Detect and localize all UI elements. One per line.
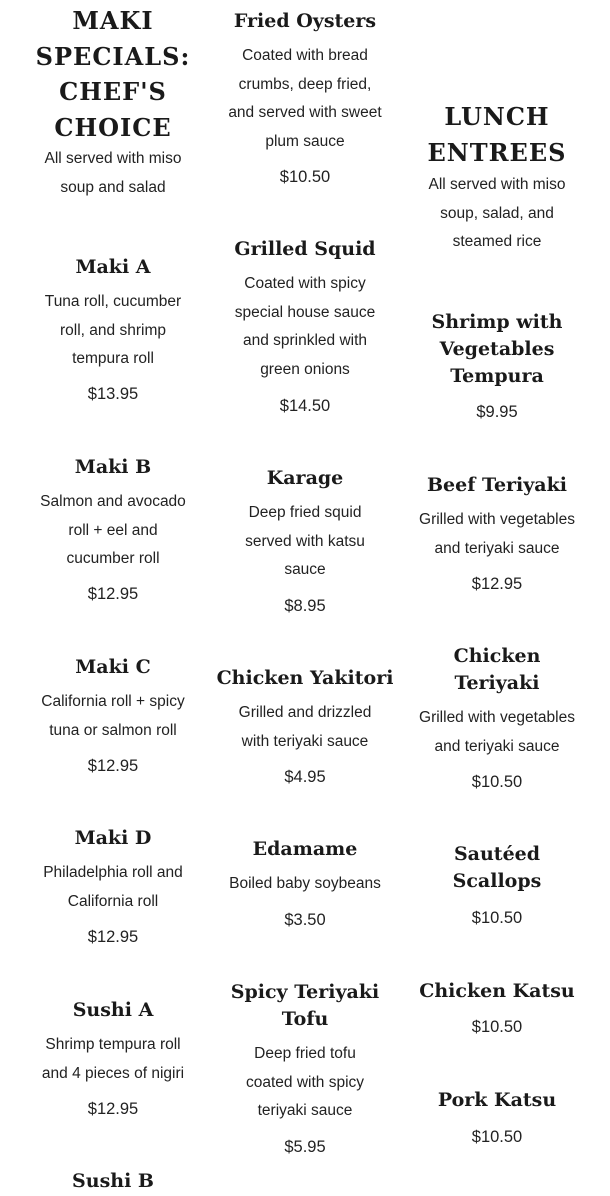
heading-line: LUNCH — [444, 102, 550, 131]
desc-line: and served with sweet — [228, 104, 382, 122]
item-description — [214, 270, 396, 385]
item-description — [22, 688, 204, 745]
item-price: $12.95 — [87, 585, 139, 603]
desc-line: Tuna roll, cucumber — [44, 293, 182, 310]
item-description — [22, 488, 204, 574]
item-price: $10.50 — [471, 909, 523, 927]
note-line: steamed rice — [452, 233, 542, 251]
title-line: Scallops — [452, 870, 542, 892]
desc-line: Coated with bread — [242, 47, 368, 64]
title-line: Sautéed — [453, 843, 541, 865]
desc-line: green onions — [260, 361, 350, 379]
item-price: $10.50 — [471, 1018, 523, 1036]
title-line: Chicken — [453, 645, 541, 667]
desc-line: Salmon and avocado — [40, 493, 186, 510]
title-line: Tofu — [281, 1008, 329, 1030]
desc-line: roll + eel and — [68, 521, 158, 539]
item-description — [406, 506, 588, 563]
item-price: $5.95 — [284, 1138, 326, 1156]
heading-line: ENTREES — [427, 137, 567, 167]
desc-line: Philadelphia roll and — [43, 864, 183, 881]
desc-line: Grilled with vegetables — [419, 709, 575, 726]
desc-line: Deep fried squid — [248, 504, 362, 521]
title-line: Shrimp with — [431, 311, 563, 333]
note-line: soup, salad, and — [440, 204, 554, 222]
item-description — [22, 859, 204, 916]
item-title: Grilled Squid — [234, 238, 376, 260]
item-description — [22, 1031, 204, 1088]
item-title: Maki D — [74, 827, 152, 849]
desc-line: roll, and shrimp — [60, 321, 166, 339]
item-price: $12.95 — [87, 757, 139, 775]
item-title: Chicken Yakitori — [216, 667, 394, 689]
note-line: All served with miso — [428, 176, 566, 193]
desc-line: and teriyaki sauce — [434, 539, 560, 557]
item-price: $12.95 — [87, 1100, 139, 1118]
desc-line: sauce — [284, 561, 326, 579]
desc-line: Boiled baby soybeans — [229, 875, 381, 892]
item-price: $3.50 — [284, 911, 326, 929]
heading-line: SPECIALS: — [35, 41, 191, 71]
desc-line: teriyaki sauce — [257, 1102, 353, 1120]
item-title — [406, 841, 588, 895]
item-price: $8.95 — [284, 597, 326, 615]
item-price: $13.95 — [87, 385, 139, 403]
item-title: Maki A — [75, 256, 151, 278]
section-note-lunch — [406, 171, 588, 257]
item-title: Sushi A — [72, 999, 154, 1021]
heading-line: MAKI — [72, 6, 154, 35]
desc-line: crumbs, deep fried, — [238, 75, 372, 93]
item-price: $12.95 — [471, 575, 523, 593]
note-line: All served with miso — [44, 150, 182, 167]
desc-line: cucumber roll — [66, 550, 160, 568]
desc-line: Grilled with vegetables — [419, 511, 575, 528]
item-title: Pork Katsu — [437, 1089, 557, 1111]
item-title: Edamame — [252, 838, 358, 860]
desc-line: tempura roll — [72, 350, 154, 368]
item-title — [406, 309, 588, 390]
item-price: $10.50 — [279, 168, 331, 186]
item-title: Karage — [266, 467, 344, 489]
note-line: soup and salad — [60, 178, 166, 196]
desc-line: California roll + spicy — [41, 693, 185, 710]
item-title — [406, 643, 588, 697]
desc-line: and teriyaki sauce — [434, 737, 560, 755]
item-title — [214, 979, 396, 1033]
item-description — [214, 870, 396, 899]
desc-line: plum sauce — [265, 133, 345, 151]
item-price: $9.95 — [476, 403, 518, 421]
heading-line: CHOICE — [54, 112, 172, 142]
heading-line: CHEF'S — [59, 77, 167, 106]
item-title: Chicken Katsu — [419, 980, 575, 1002]
desc-line: Shrimp tempura roll — [45, 1036, 181, 1053]
desc-line: California roll — [67, 892, 159, 910]
desc-line: and 4 pieces of nigiri — [41, 1064, 185, 1082]
item-description — [214, 42, 396, 157]
item-description — [22, 288, 204, 374]
section-heading-maki-specials — [22, 3, 204, 145]
item-title: Maki C — [75, 656, 151, 678]
item-title: Sushi B — [72, 1170, 154, 1192]
desc-line: with teriyaki sauce — [241, 732, 369, 750]
section-heading-lunch-entrees — [406, 99, 588, 170]
title-line: Teriyaki — [454, 672, 540, 694]
item-title: Maki B — [74, 456, 152, 478]
item-price: $4.95 — [284, 768, 326, 786]
item-title: Fried Oysters — [233, 10, 377, 32]
item-price: $10.50 — [471, 1128, 523, 1146]
item-price: $14.50 — [279, 397, 331, 415]
desc-line: coated with spicy — [245, 1073, 365, 1091]
item-description — [214, 1040, 396, 1126]
item-description — [214, 699, 396, 756]
desc-line: Grilled and drizzled — [238, 704, 372, 721]
desc-line: Deep fried tofu — [254, 1045, 356, 1062]
title-line: Vegetables — [439, 338, 555, 360]
desc-line: Coated with spicy — [244, 275, 366, 292]
desc-line: served with katsu — [245, 532, 365, 550]
title-line: Tempura — [450, 365, 544, 387]
desc-line: tuna or salmon roll — [49, 721, 177, 739]
item-price: $12.95 — [87, 928, 139, 946]
item-price: $10.50 — [471, 773, 523, 791]
desc-line: and sprinkled with — [242, 332, 368, 350]
item-title: Beef Teriyaki — [426, 474, 568, 496]
item-description — [406, 704, 588, 761]
item-description — [214, 499, 396, 585]
title-line: Spicy Teriyaki — [230, 981, 380, 1003]
section-note-maki — [22, 145, 204, 202]
desc-line: special house sauce — [234, 303, 376, 321]
